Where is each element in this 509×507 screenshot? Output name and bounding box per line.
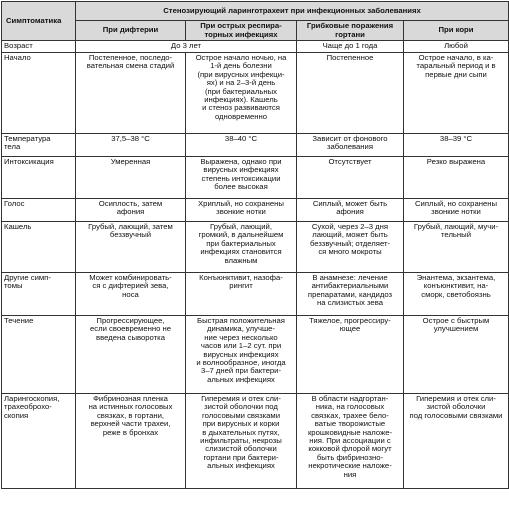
- cell-temperature-measles: 38–39 °C: [404, 134, 509, 157]
- cell-course-ari: Быстрая положительная динамика, улучше- ние через несколько часов или 1–2 сут. при вирусных инфекциях и волнообразное, иногда 3–7 дней при бактери- альных инфекциях: [186, 316, 297, 394]
- cell-laryngoscopy-diphtheria: Фибринозная пленка на истинных голосовых связках, в гортани, верхней части трахеи, реже в бронхах: [76, 394, 186, 489]
- cell-onset-fungal: Постепенное: [297, 53, 404, 134]
- cell-voice-diphtheria: Осиплость, затем афония: [76, 199, 186, 222]
- row-label-voice: Голос: [2, 199, 76, 222]
- row-label-temperature: Температура тела: [2, 134, 76, 157]
- row-label-other-symptoms: Другие симп- томы: [2, 273, 76, 316]
- cell-cough-fungal: Сухой, через 2–3 дня лающий, может быть беззвучный; отделяет- ся много мокроты: [297, 222, 404, 273]
- cell-cough-diphtheria: Грубый, лающий, затем беззвучный: [76, 222, 186, 273]
- cell-cough-measles: Грубый, лающий, мучи- тельный: [404, 222, 509, 273]
- cell-voice-measles: Сиплый, но сохранены звонкие нотки: [404, 199, 509, 222]
- table-row-onset: [2, 53, 509, 134]
- laryngotracheitis-table: [1, 1, 509, 489]
- table-row-intoxication: [2, 157, 509, 199]
- cell-intoxication-measles: Резко выражена: [404, 157, 509, 199]
- cell-course-diphtheria: Прогрессирующее, если своевременно не введена сыворотка: [76, 316, 186, 394]
- row-label-laryngoscopy: Ларингоскопия, трахеоброхо- скопия: [2, 394, 76, 489]
- cell-other-ari: Конъюнктивит, назофа- рингит: [186, 273, 297, 316]
- row-label-intoxication: Интоксикация: [2, 157, 76, 199]
- cell-temperature-fungal: Зависит от фонового заболевания: [297, 134, 404, 157]
- cell-course-measles: Острое с быстрым улучшением: [404, 316, 509, 394]
- cell-other-fungal: В анамнезе: лечение антибактериальными препаратами, кандидоз на слизистых зева: [297, 273, 404, 316]
- cell-onset-ari: Острое начало ночью, на 1-й день болезни (при вирусных инфекци- ях) и на 2–3-й день (при бактериальных инфекциях). Кашель и стеноз развиваются одновременно: [186, 53, 297, 134]
- cell-age-diphtheria-ari: До 3 лет: [76, 41, 297, 53]
- cell-temperature-ari: 38–40 °C: [186, 134, 297, 157]
- cell-onset-measles: Острое начало, в ка- таральный период и в первые дни сыпи: [404, 53, 509, 134]
- table-row-cough: [2, 222, 509, 273]
- table-row-age: [2, 41, 509, 53]
- column-header-measles: При кори: [404, 21, 509, 41]
- column-header-diphtheria: При дифтерии: [76, 21, 186, 41]
- table-row-laryngoscopy: [2, 394, 509, 489]
- cell-laryngoscopy-ari: Гиперемия и отек сли- зистой оболочки под голосовыми связками при вирусных и корки в дыхательных путях, инфильтраты, некрозы слизистой оболочки гортани при бактери- альных инфекциях: [186, 394, 297, 489]
- cell-voice-ari: Хриплый, но сохранены звонкие нотки: [186, 199, 297, 222]
- cell-laryngoscopy-fungal: В области надгортан- ника, на голосовых связках, трахее бело- ватые творожистые крошковидные наложе- ния. При ассоциации с кокковой флорой могут быть фибринозно- некротические наложе- ния: [297, 394, 404, 489]
- cell-cough-ari: Грубый, лающий, громкий, в дальнейшем при бактериальных инфекциях становится влажным: [186, 222, 297, 273]
- row-label-onset: Начало: [2, 53, 76, 134]
- cell-voice-fungal: Сиплый, может быть афония: [297, 199, 404, 222]
- cell-intoxication-fungal: Отсутствует: [297, 157, 404, 199]
- column-header-fungal: Грибковые поражения гортани: [297, 21, 404, 41]
- cell-course-fungal: Тяжелое, прогрессиру- ющее: [297, 316, 404, 394]
- row-label-age: Возраст: [2, 41, 76, 53]
- row-label-cough: Кашель: [2, 222, 76, 273]
- cell-other-measles: Энантема, экзантема, конъюнктивит, на- сморк, светобоязнь: [404, 273, 509, 316]
- row-label-course: Течение: [2, 316, 76, 394]
- table-row-other-symptoms: [2, 273, 509, 316]
- symptom-column-header: Симптоматика: [2, 2, 76, 41]
- column-header-ari: При острых респира- торных инфекциях: [186, 21, 297, 41]
- cell-laryngoscopy-measles: Гиперемия и отек сли- зистой оболочки под голосовыми связками: [404, 394, 509, 489]
- table-row-voice: [2, 199, 509, 222]
- group-title: Стенозирующий ларинготрахеит при инфекционных заболеваниях: [76, 2, 509, 21]
- table-row-temperature: [2, 134, 509, 157]
- cell-age-measles: Любой: [404, 41, 509, 53]
- header-row-columns: [2, 21, 509, 41]
- cell-intoxication-ari: Выражена, однако при вирусных инфекциях степень интоксикации более высокая: [186, 157, 297, 199]
- table-row-course: [2, 316, 509, 394]
- cell-other-diphtheria: Может комбинировать- ся с дифтерией зева, носа: [76, 273, 186, 316]
- cell-intoxication-diphtheria: Умеренная: [76, 157, 186, 199]
- cell-temperature-diphtheria: 37,5–38 °C: [76, 134, 186, 157]
- cell-onset-diphtheria: Постепенное, последо- вательная смена стадий: [76, 53, 186, 134]
- header-row-group: [2, 2, 509, 21]
- cell-age-fungal: Чаще до 1 года: [297, 41, 404, 53]
